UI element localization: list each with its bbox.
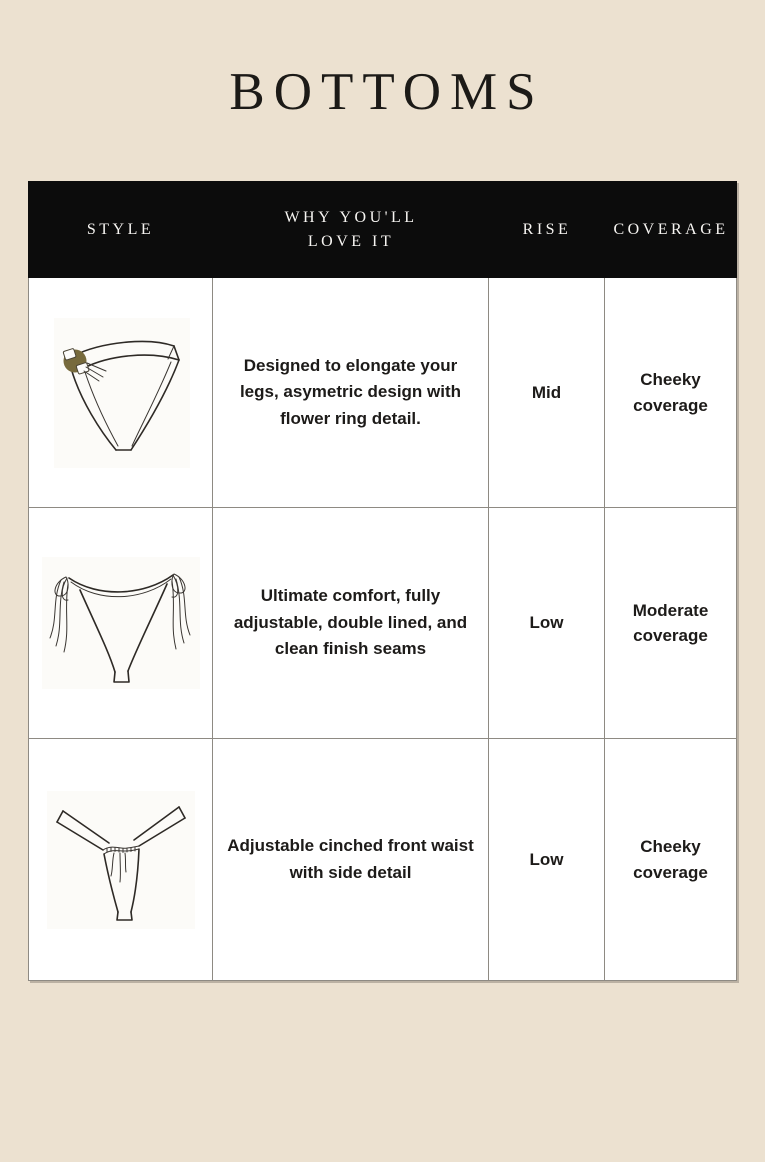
column-header-style bbox=[28, 181, 213, 278]
side-tie-bottom-illustration bbox=[36, 549, 206, 697]
cinched-thong-bottom-illustration bbox=[41, 785, 201, 935]
page-title: BOTTOMS bbox=[229, 63, 545, 121]
description-text: Ultimate comfort, fully adjustable, double lined, and clean finish seams bbox=[233, 586, 468, 659]
column-header-label: STYLE bbox=[86, 220, 155, 238]
description-text: Adjustable cinched front waist with side detail bbox=[227, 836, 474, 882]
coverage-value: Cheeky coverage bbox=[633, 837, 708, 882]
rise-value: Low bbox=[529, 849, 564, 869]
column-header-label: RISE bbox=[522, 220, 572, 238]
description-cell-row-1 bbox=[213, 278, 489, 508]
coverage-cell-row-1 bbox=[605, 278, 737, 508]
rise-cell-row-3 bbox=[489, 739, 605, 981]
column-header-why-youll-love-it bbox=[213, 181, 489, 278]
description-cell-row-2 bbox=[213, 508, 489, 739]
description-text: Designed to elongate your legs, asymetric design with flower ring detail. bbox=[239, 355, 462, 428]
coverage-cell-row-2 bbox=[605, 508, 737, 739]
rise-cell-row-1 bbox=[489, 278, 605, 508]
style-cell-row-2 bbox=[28, 508, 213, 739]
asymmetric-ring-bottom-illustration bbox=[46, 314, 196, 472]
bottoms-table bbox=[28, 181, 737, 981]
coverage-value: Moderate coverage bbox=[632, 600, 709, 645]
column-header-label: WHY YOU'LL LOVE IT bbox=[284, 209, 418, 250]
column-header-rise bbox=[489, 181, 605, 278]
rise-value: Low bbox=[529, 613, 564, 633]
coverage-cell-row-3 bbox=[605, 739, 737, 981]
style-cell-row-3 bbox=[28, 739, 213, 981]
description-cell-row-3 bbox=[213, 739, 489, 981]
coverage-value: Cheeky coverage bbox=[633, 370, 708, 415]
column-header-coverage bbox=[605, 181, 737, 278]
column-header-label: COVERAGE bbox=[613, 220, 729, 238]
style-cell-row-1 bbox=[28, 278, 213, 508]
rise-value: Mid bbox=[531, 382, 562, 402]
rise-cell-row-2 bbox=[489, 508, 605, 739]
